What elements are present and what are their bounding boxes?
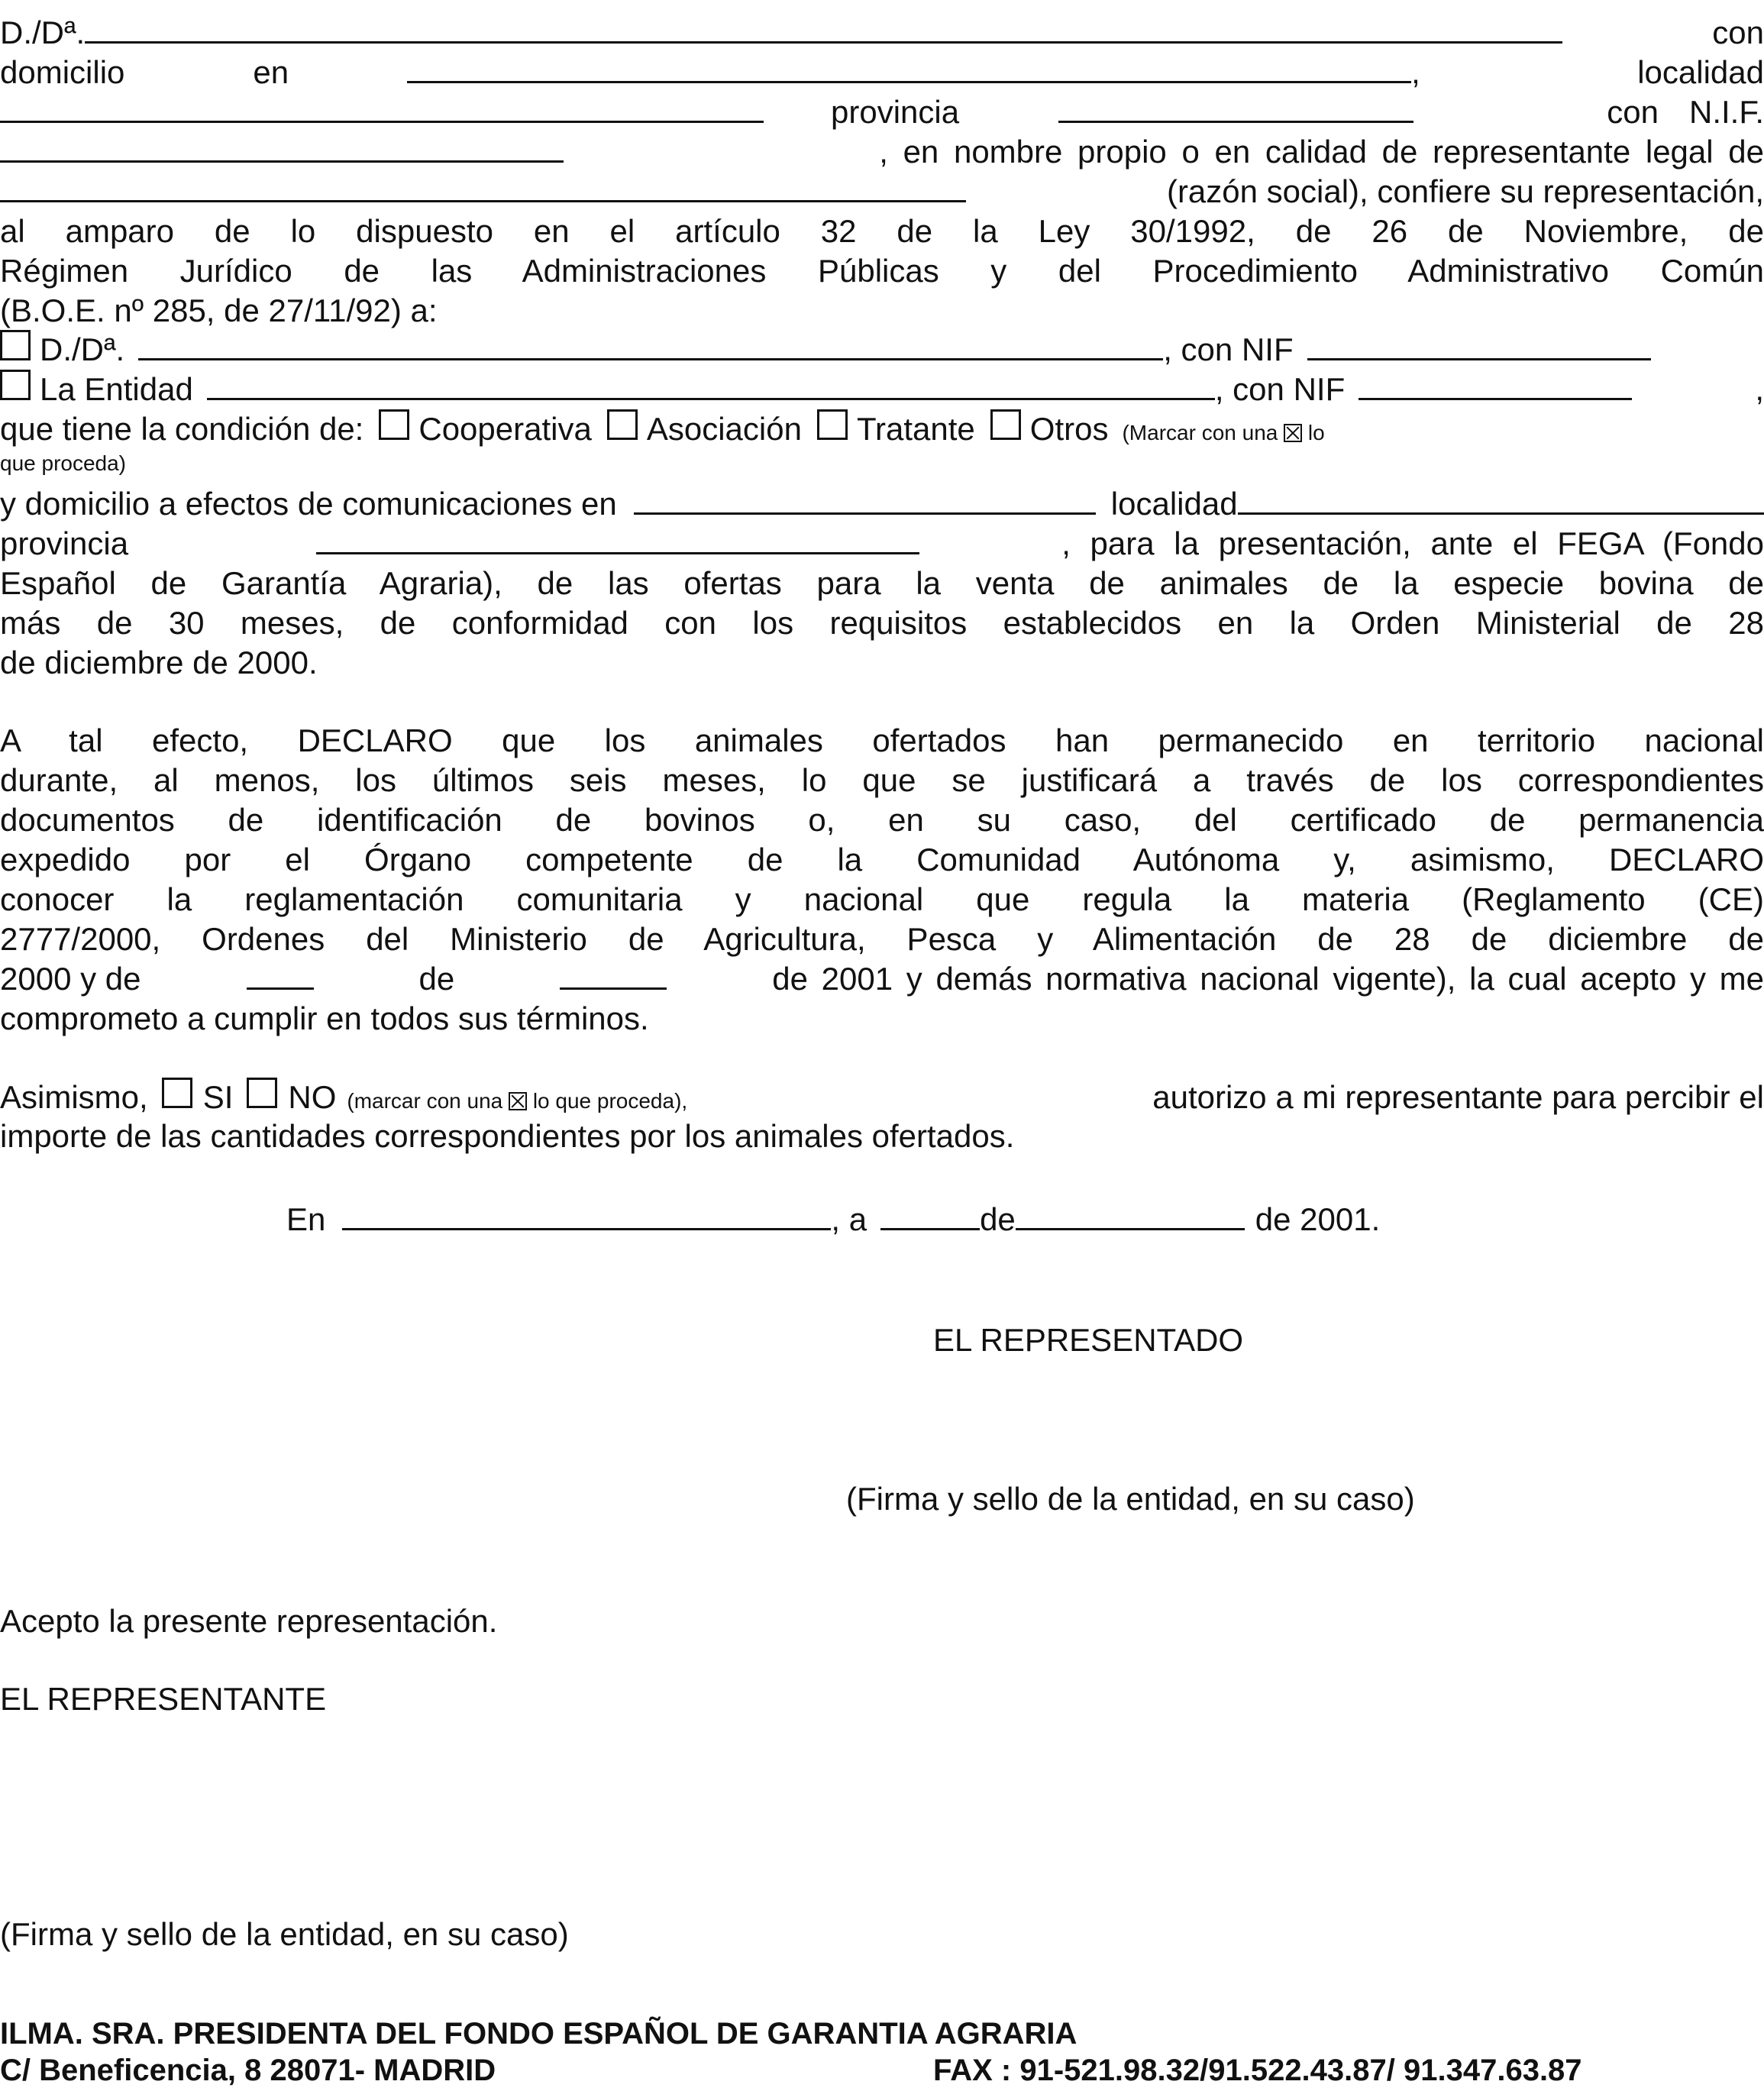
no-label: NO [288,1079,337,1115]
no-checkbox[interactable] [247,1078,277,1108]
form-line-name [0,14,1764,52]
form-line-nombre [0,133,1764,171]
ley-text: al amparo de lo dispuesto en el artículo 32 de la Ley 30/1992, de 26 de Noviembre, de [0,213,1764,249]
regimen-text: Régimen Jurídico de las Administraciones Públicas y del Procedimiento Administrativo Común [0,253,1764,289]
nif-blank[interactable] [0,133,564,163]
decl-day-blank[interactable] [247,960,314,990]
fax-text: FAX : 91-521.98.32/91.522.43.87/ 91.347.63.87 [933,2054,1582,2087]
date-month-blank[interactable] [1016,1201,1245,1230]
domicilio-blank[interactable] [407,53,1411,83]
entidad-nif-blank[interactable] [1359,370,1632,400]
provincia-label: provincia [831,94,960,130]
provincia-fega-line [0,525,1764,563]
declaration-text: A tal efecto, DECLARO que los animales ofertados han permanecido en territorio nacional [0,722,1764,758]
firma-representado [846,1480,1762,1518]
declaration-line [0,920,1764,958]
declaration-last-text: comprometo a cumplir en todos sus términos. [0,1000,649,1036]
declaration-line [0,881,1764,919]
representado-heading [933,1321,1697,1359]
domicilio-label: domicilio [0,54,125,90]
authorize-note-lo: lo que proceda), [532,1089,688,1113]
declaration-text: expedido por el Órgano competente de la Comunidad Autónoma y, asimismo, DECLARO [0,842,1764,877]
date-de-label: de [980,1201,1016,1237]
declaration-line [0,841,1764,879]
decl-rest-text: de 2001 y demás normativa nacional vigente), la cual acepto y me [772,961,1764,997]
authorize-note [347,1082,687,1120]
con-label-2: con [1607,94,1659,130]
x-box-icon [1284,424,1302,442]
entidad-label: La Entidad [40,371,193,407]
date-place-blank[interactable] [342,1201,831,1230]
cooperativa-checkbox[interactable] [379,409,409,440]
nif-label: N.I.F. [1688,94,1764,130]
addressee-text: ILMA. SRA. PRESIDENTA DEL FONDO ESPAÑOL DE GARANTIA AGRARIA [0,2017,1077,2051]
decl-de-text: de [418,961,455,997]
otros-checkbox[interactable] [990,409,1021,440]
declaration-text: durante, al menos, los últimos seis meses, lo que se justificará a través de los correspondientes [0,762,1764,798]
firma-representado-text: (Firma y sello de la entidad, en su caso) [846,1481,1415,1517]
body-text-1: Español de Garantía Agraria), de las ofertas para la venta de animales de la especie bovina de [0,565,1764,601]
dom-com-localidad-label: localidad [1110,486,1238,522]
date-year-label: de 2001. [1255,1201,1381,1237]
body-line-2 [0,604,1764,642]
declaration-text: 2777/2000, Ordenes del Ministerio de Agricultura, Pesca y Alimentación de 28 de diciembre de [0,921,1764,957]
authorize-line [0,1078,1764,1120]
declaration-line-last [0,1000,1764,1038]
nombre-propio-text: , en nombre propio o en calidad de representante legal de [879,134,1764,170]
persona-nif-label: , con NIF [1163,331,1294,367]
persona-blank[interactable] [138,331,1163,360]
comma: , [1411,54,1420,90]
persona-label: D./Dª. [40,331,125,367]
declaration-text: conocer la reglamentación comunitaria y nacional que regula la materia (Reglamento (CE) [0,881,1764,917]
authorize-line-2 [0,1117,1764,1155]
body-text-3: de diciembre de 2000. [0,645,318,680]
prov-label: provincia [0,525,129,561]
dom-com-text: y domicilio a efectos de comunicaciones en [0,486,617,522]
provincia-blank[interactable] [1058,93,1413,123]
option-persona [0,330,1764,369]
entidad-blank[interactable] [207,370,1215,400]
date-en-label: En [286,1201,326,1237]
dom-com-localidad-blank[interactable] [1238,485,1764,515]
representado-text: EL REPRESENTADO [933,1322,1244,1358]
condition-note-text: (Marcar con una [1122,421,1278,444]
declaration-line [0,801,1764,839]
option-entidad [0,370,1764,409]
declaration-line-dates [0,960,1764,998]
persona-nif-blank[interactable] [1307,331,1651,360]
autorizo-text: autorizo a mi representante para percibir el [1152,1079,1764,1115]
condition-note-line2 [0,452,1764,475]
otros-label: Otros [1029,411,1109,447]
cooperativa-label: Cooperativa [418,411,592,447]
tratante-checkbox[interactable] [817,409,848,440]
firma-representante-text: (Firma y sello de la entidad, en su caso) [0,1916,569,1952]
razon-social-text: (razón social), confiere su representación, [1166,173,1764,209]
entidad-checkbox[interactable] [0,370,31,400]
localidad-label: localidad [1637,54,1764,90]
footer-addressee [0,2015,1764,2053]
si-label: SI [202,1079,234,1115]
form-line-provincia [0,93,1764,131]
form-line-razon [0,173,1764,211]
con-label: con [1712,15,1764,50]
name-blank[interactable] [85,14,1562,44]
form-line-ley [0,212,1764,250]
representante-text: EL REPRESENTANTE [0,1681,327,1717]
decl-2000-text: 2000 y de [0,961,141,997]
address-text: C/ Beneficencia, 8 28071- MADRID [0,2054,496,2087]
entidad-comma: , [1755,371,1764,407]
footer-address-line [0,2051,1764,2089]
form-line-boe [0,292,1764,330]
condition-label: que tiene la condición de: [0,411,364,447]
x-box-icon [509,1092,527,1110]
asociacion-label: Asociación [646,411,802,447]
body-line-1 [0,564,1764,603]
date-line [286,1201,1508,1239]
body-text-2: más de 30 meses, de conformidad con los requisitos establecidos en la Orden Ministerial de 28 [0,605,1764,641]
prov-text: , para la presentación, ante el FEGA (Fondo [1061,525,1764,561]
localidad-blank[interactable] [0,93,764,123]
boe-text: (B.O.E. nº 285, de 27/11/92) a: [0,292,438,328]
date-a-label: , a [831,1201,867,1237]
condition-note-lo: lo [1307,421,1325,444]
form-line-regimen [0,252,1764,290]
asociacion-checkbox[interactable] [607,409,638,440]
asimismo-text: Asimismo, [0,1079,148,1115]
body-line-3 [0,644,1764,682]
razon-social-blank[interactable] [0,173,966,202]
form-line-domicilio [0,53,1764,92]
prov-blank[interactable] [316,525,919,554]
condition-note-que-proceda: que proceda) [0,451,127,475]
acepto-text: Acepto la presente representación. [0,1603,498,1639]
persona-checkbox[interactable] [0,330,31,360]
date-day-blank[interactable] [880,1201,980,1230]
firma-representante [0,1915,1764,1954]
dom-com-blank[interactable] [634,485,1096,515]
declaration-text: documentos de identificación de bovinos o, en su caso, del certificado de permanencia [0,802,1764,838]
declaration-line [0,722,1764,760]
en-label: en [253,54,289,90]
name-prefix: D./Dª. [0,15,86,50]
entidad-nif-label: , con NIF [1214,371,1346,407]
tratante-label: Tratante [856,411,975,447]
decl-month-blank[interactable] [560,960,667,990]
importe-text: importe de las cantidades correspondientes por los animales ofertados. [0,1118,1015,1154]
authorize-note-text: (marcar con una [347,1089,503,1113]
condition-note [1122,414,1324,452]
condition-line [0,409,1764,452]
representante-heading [0,1680,1764,1718]
acepto-line [0,1602,1764,1640]
domicilio-comunicaciones-line [0,485,1764,523]
si-checkbox[interactable] [162,1078,192,1108]
declaration-line [0,761,1764,800]
